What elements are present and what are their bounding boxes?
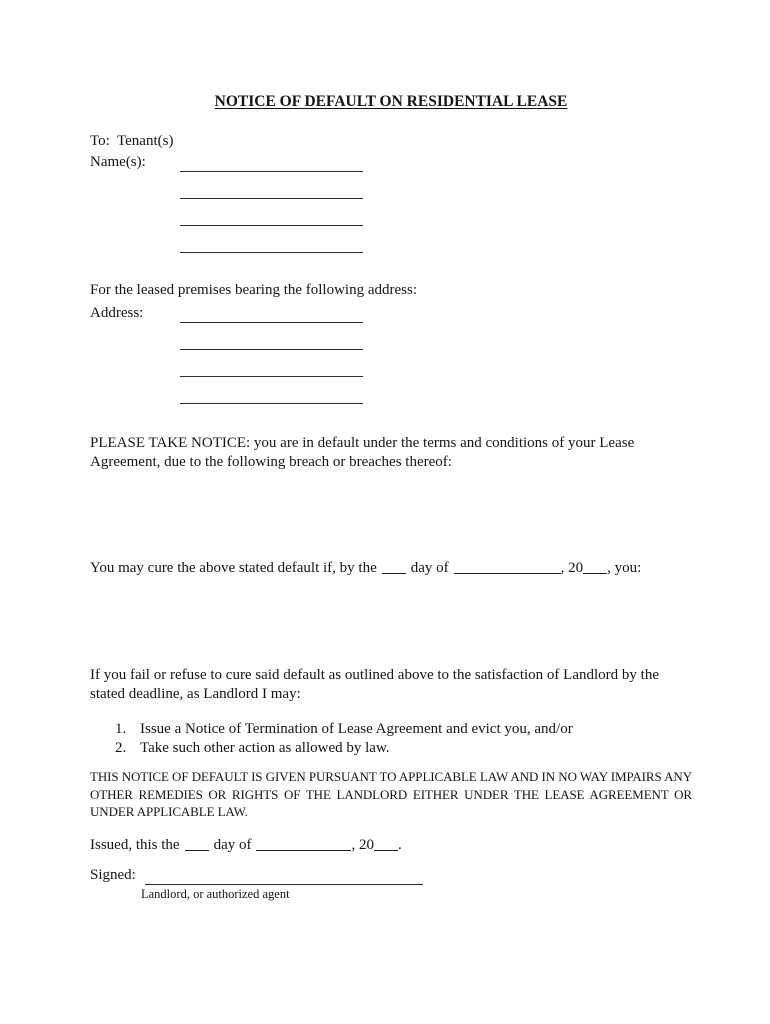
name-row xyxy=(90,226,692,253)
remedy-item-1 xyxy=(115,720,692,739)
tenant-names-group xyxy=(90,151,692,253)
signature-input[interactable] xyxy=(145,884,423,885)
address-input-4[interactable] xyxy=(180,403,363,404)
issued-text-3: , 20 xyxy=(351,836,374,853)
cure-year-input[interactable] xyxy=(583,572,607,574)
to-tenants-line: To: Tenant(s) xyxy=(90,133,174,149)
please-take-notice-paragraph: PLEASE TAKE NOTICE: you are in default under the terms and conditions of your Lease Agreement, due to the following breach or breaches thereof: xyxy=(90,435,635,470)
tenant-name-input-3[interactable] xyxy=(180,225,363,226)
remedy-text: Take such other action as allowed by law. xyxy=(140,740,390,756)
address-row xyxy=(90,323,692,350)
cure-text-1: You may cure the above stated default if, by the xyxy=(90,560,377,576)
address-row xyxy=(90,350,692,377)
legal-notice-line-1: THIS NOTICE OF DEFAULT IS GIVEN PURSUANT TO APPLICABLE LAW AND IN NO WAY IMPAIRS ANY xyxy=(90,769,692,784)
cure-text-3: , 20 xyxy=(560,560,584,576)
cure-day-input[interactable] xyxy=(382,572,406,574)
legal-notice-paragraph xyxy=(90,768,692,821)
tenant-name-input-1[interactable] xyxy=(180,171,363,172)
address-input-2[interactable] xyxy=(180,349,363,350)
signature-caption: Landlord, or authorized agent xyxy=(141,886,290,901)
remedy-number: 2. xyxy=(115,740,127,756)
issued-text-4: . xyxy=(397,836,402,853)
remedies-list xyxy=(115,720,692,758)
cure-text-4: , you: xyxy=(607,560,642,576)
address-row xyxy=(90,300,692,323)
tenant-name-input-2[interactable] xyxy=(180,198,363,199)
legal-notice-line-2: OTHER REMEDIES OR RIGHTS OF THE LANDLORD EITHER UNDER THE LEASE AGREEMENT OR xyxy=(90,786,692,802)
cure-sentence xyxy=(90,559,692,578)
name-row xyxy=(90,199,692,226)
remedy-number: 1. xyxy=(115,721,127,737)
address-row xyxy=(90,377,692,404)
premises-line: For the leased premises bearing the following address: xyxy=(90,282,417,298)
issued-text-1: Issued, this the xyxy=(90,836,180,853)
remedy-text: Issue a Notice of Termination of Lease Agreement and evict you, and/or xyxy=(140,721,573,737)
issued-month-input[interactable] xyxy=(256,849,351,851)
address-group xyxy=(90,300,692,404)
address-input-3[interactable] xyxy=(180,376,363,377)
issued-text-2: day of xyxy=(213,836,252,853)
cure-month-input[interactable] xyxy=(454,572,561,574)
legal-notice-line-3: UNDER APPLICABLE LAW. xyxy=(90,804,248,819)
remedy-item-2 xyxy=(115,739,692,758)
title-row xyxy=(90,92,692,112)
signed-label: Signed: xyxy=(90,866,136,883)
cure-text-2: day of xyxy=(410,560,449,576)
fail-to-cure-paragraph: If you fail or refuse to cure said default as outlined above to the satisfaction of Landlord by the stated deadline, as Landlord I may: xyxy=(90,667,659,702)
tenant-name-input-4[interactable] xyxy=(180,252,363,253)
address-label: Address: xyxy=(90,305,144,321)
name-row xyxy=(90,151,692,172)
names-label: Name(s): xyxy=(90,154,146,170)
issued-day-input[interactable] xyxy=(185,849,209,851)
page-title: NOTICE OF DEFAULT ON RESIDENTIAL LEASE xyxy=(214,93,568,110)
issued-sentence xyxy=(90,836,692,855)
issued-year-input[interactable] xyxy=(374,849,398,851)
signature-row xyxy=(90,863,692,885)
name-row xyxy=(90,172,692,199)
address-input-1[interactable] xyxy=(180,322,363,323)
